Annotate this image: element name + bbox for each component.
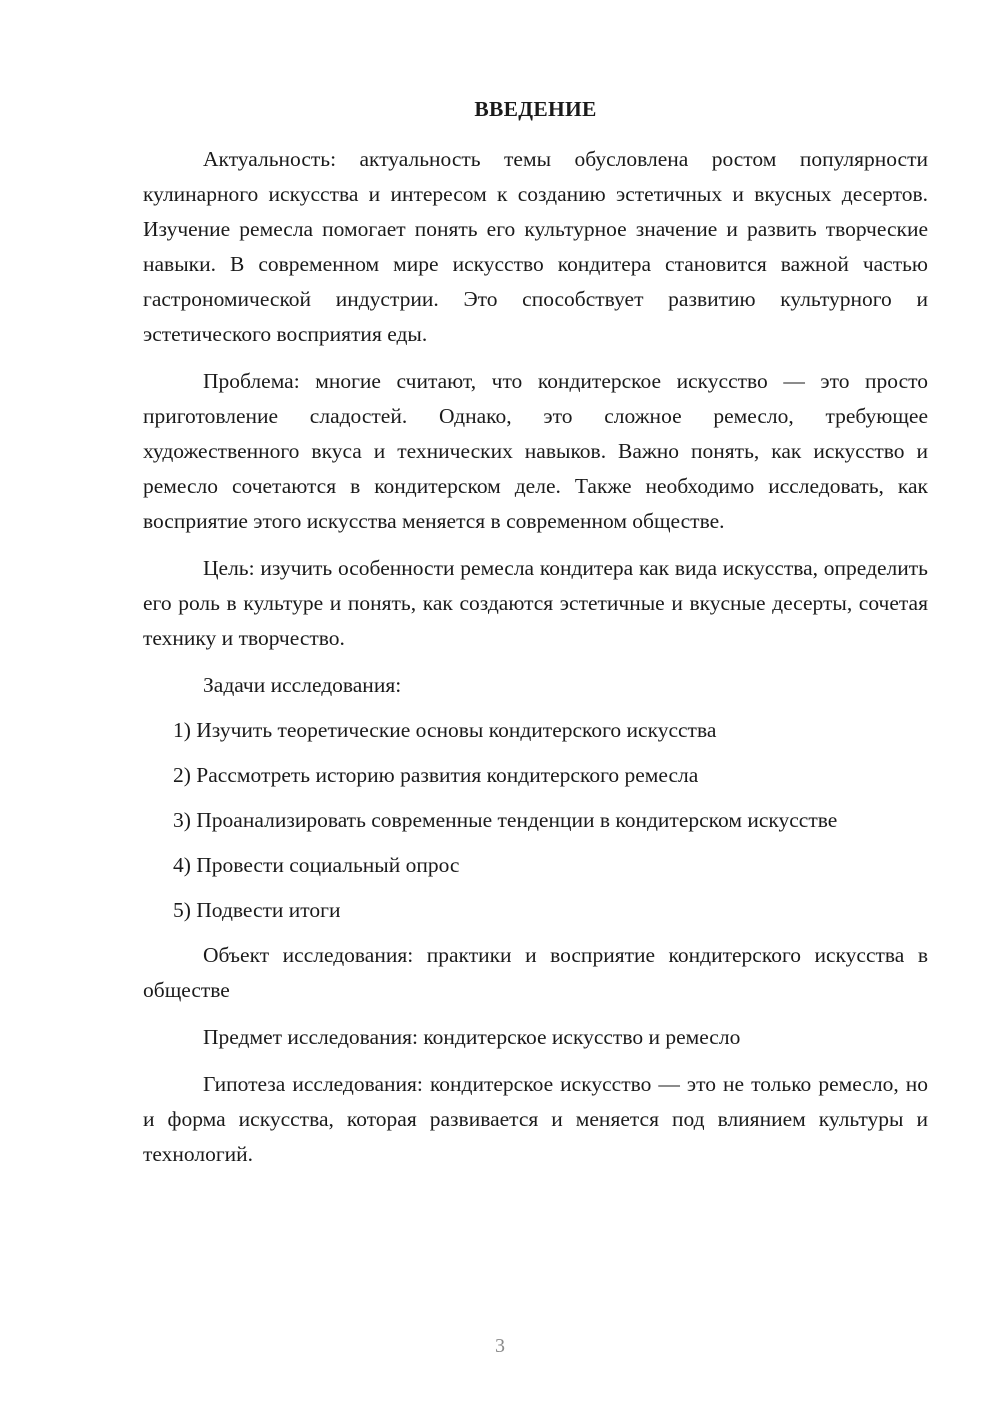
- paragraph-problem: Проблема: многие считают, что кондитерское искусство — это просто приготовление сладостей. Однако, это сложное ремесло, требующее художественного вкуса и технических навыков. Важно понять, как искусство и ремесло сочетаются в кондитерском деле. Также необходимо исследовать, как восприятие этого искусства меняется в современном обществе.: [143, 369, 928, 533]
- paragraph-goal: Цель: изучить особенности ремесла кондитера как вида искусства, определить его роль в культуре и понять, как создаются эстетичные и вкусные десерты, сочетая технику и творчество.: [143, 556, 928, 650]
- task-item-3: 3) Проанализировать современные тенденции в кондитерском искусстве: [173, 808, 838, 832]
- paragraph-object: Объект исследования: практики и восприятие кондитерского искусства в обществе: [143, 943, 928, 1002]
- task-item-4: 4) Провести социальный опрос: [173, 853, 460, 877]
- page-number: 3: [495, 1335, 505, 1357]
- page-content: [143, 92, 928, 1184]
- paragraph-relevance: Актуальность: актуальность темы обусловлена ростом популярности кулинарного искусства и интересом к созданию эстетичных и вкусных десертов. Изучение ремесла помогает понять его культурное значение и развить творческие навыки. В современном мире искусство кондитера становится важной частью гастрономической индустрии. Это способствует развитию культурного и эстетического восприятия еды.: [143, 147, 928, 346]
- task-item-1: 1) Изучить теоретические основы кондитерского искусства: [173, 718, 717, 742]
- task-item-2: 2) Рассмотреть историю развития кондитерского ремесла: [173, 763, 699, 787]
- page-title: ВВЕДЕНИЕ: [474, 97, 597, 121]
- task-item-5: 5) Подвести итоги: [173, 898, 341, 922]
- paragraph-subject: Предмет исследования: кондитерское искусство и ремесло: [203, 1025, 741, 1049]
- tasks-heading: Задачи исследования:: [203, 673, 402, 697]
- paragraph-hypothesis: Гипотеза исследования: кондитерское искусство — это не только ремесло, но и форма искусства, которая развивается и меняется под влиянием культуры и технологий.: [143, 1072, 928, 1166]
